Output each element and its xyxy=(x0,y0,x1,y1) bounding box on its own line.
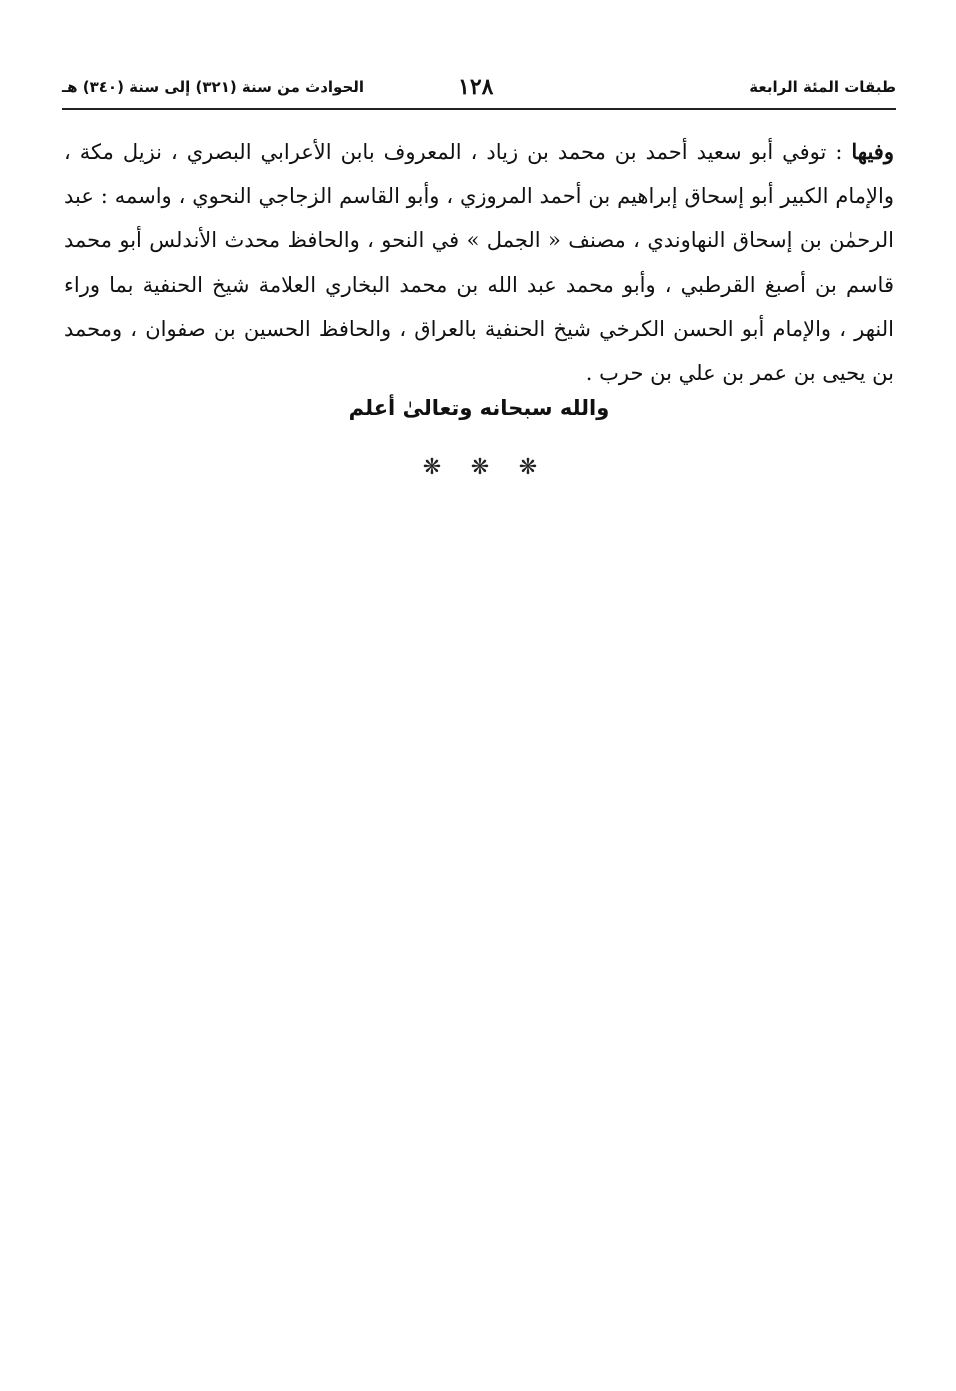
asterism-icon: ❋ xyxy=(518,454,538,480)
section-separator xyxy=(420,452,540,482)
paragraph-text: : توفي أبو سعيد أحمد بن محمد بن زياد ، المعروف بابن الأعرابي البصري ، نزيل مكة ، والإمام الكبير أبو إسحاق إبراهيم بن أحمد المروزي ، وأبو القاسم الزجاجي النحوي ، واسمه : عبد الرحمٰن بن إسحاق النهاوندي ، مصنف « الجمل » في النحو ، والحافظ محدث الأندلس أبو محمد قاسم بن أصبغ القرطبي ، وأبو محمد عبد الله بن محمد البخاري العلامة شيخ الحنفية بما وراء النهر ، والإمام أبو الحسن الكرخي شيخ الحنفية بالعراق ، والحافظ الحسين بن صفوان ، ومحمد بن يحيى بن عمر بن علي بن حرب . xyxy=(64,140,894,386)
body-paragraph xyxy=(64,130,894,395)
header-divider xyxy=(62,108,896,110)
page-number: ١٢٨ xyxy=(458,74,494,100)
paragraph-lead-word: وفيها xyxy=(851,139,894,164)
asterism-icon: ❋ xyxy=(422,454,442,480)
header-book-part: طبقات المئة الرابعة xyxy=(749,78,896,96)
closing-formula: والله سبحانه وتعالىٰ أعلم xyxy=(348,396,610,420)
header-section-range: الحوادث من سنة (٣٢١) إلى سنة (٣٤٠) هـ xyxy=(62,78,365,96)
asterism-icon: ❋ xyxy=(470,454,490,480)
running-header xyxy=(62,74,896,104)
